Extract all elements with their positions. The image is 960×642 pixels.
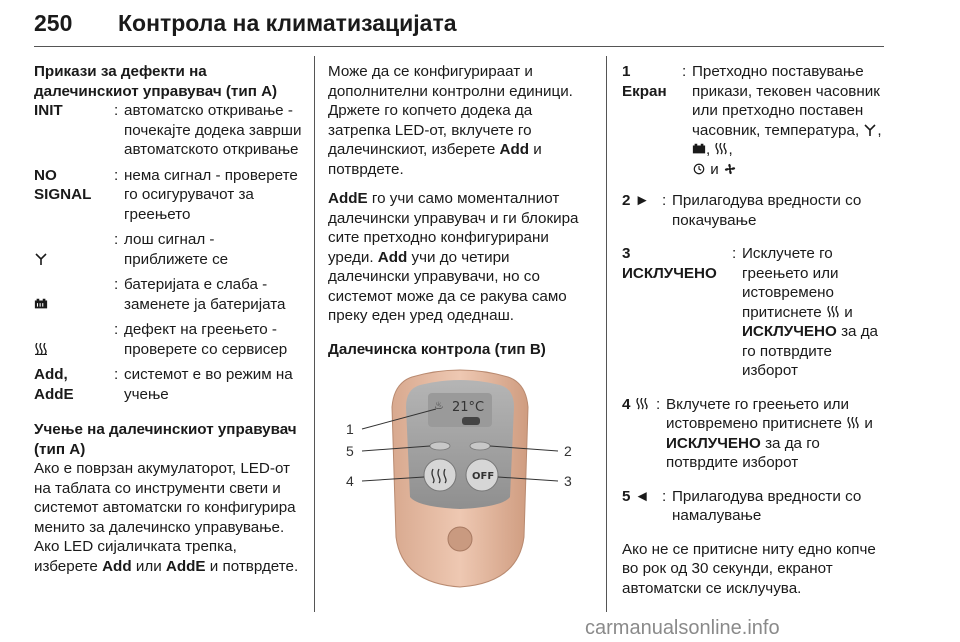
left-arrow-button[interactable] [430,442,450,450]
display-temp: 21°C [452,400,485,415]
config-paragraph: Може да се конфигурираат и дополнителни контролни единици. Држете го копчето додека да затрепка LED-от, вклучете го далечинскиот, изберете Add и потврдете. [328,63,573,178]
section-heading-faults: Прикази за дефекти на далечинскиот управувач (тип A) [34,63,278,100]
definition: нема сигнал - проверете го осигурувачот за греењето [124,166,298,223]
section-heading-learning: Учење на далечинскиот управувач (тип A) [34,421,297,458]
def-row-init: INIT : автоматско откривање - почекајте додека заврши автоматското откривање [34,102,302,158]
page-header [34,10,884,44]
adde-paragraph: AddE го учи само моменталниот далечински управувач и ги блокира сите претходно конфигурирани уреди. Add учи до четири далечински управувачи, но со системот може да се ракува само преку еден уред одеднаш. [328,190,579,324]
remote-control-figure [332,367,590,589]
battery-icon [692,143,706,155]
def-row-display: 1 Екран : Претходно поставување прикази, тековен часовник или претходно поставен часовник, температура, , , , и [622,62,888,179]
svg-text:OFF: OFF [472,471,495,482]
heat-button[interactable] [424,459,456,491]
svg-text:♨: ♨ [434,399,444,412]
def-row-down: 5 ◄ : Прилагодува вредности со намалување [622,487,888,526]
definition: Претходно поставување прикази, тековен часовник или претходно поставен часовник, температура, , , , и [692,63,882,178]
column-divider-2 [606,56,607,612]
page-number: 250 [34,10,73,36]
callout-5: 5 [346,443,354,459]
definition: Исклучете го греењето или истовремено притиснете и ИСКЛУЧЕНО за да го потврдите изборот [742,245,879,379]
def-row-bad-signal: : лош сигнал - приближете се [34,230,302,269]
column-divider-1 [314,56,315,612]
callout-1: 1 [346,421,354,437]
heater-icon [846,417,860,429]
def-row-battery: : батеријата е слаба - заменете ја батеријата [34,275,302,314]
term: 3 ИСКЛУЧЕНО [622,245,717,282]
def-row-no-signal: NO SIGNAL : нема сигнал - проверете го осигурувачот за греењето [34,166,302,225]
battery-icon [34,298,48,310]
antenna-icon [34,253,48,265]
term: NO SIGNAL [34,166,92,203]
def-row-heat: 4 : Вклучете го греењето или истовремено притиснете и ИСКЛУЧЕНО за да го потврдите изборот [622,395,888,473]
definition: батеријата е слаба - заменете ја батеријата [124,276,286,313]
term: INIT [34,102,63,119]
page-title: Контрола на климатизацијата [118,10,457,36]
section-heading-type-b: Далечинска контрола (тип B) [328,340,546,358]
callout-2: 2 [564,443,572,459]
callout-4: 4 [346,473,354,489]
column-1 [34,62,302,586]
term: Add, AddE [34,366,74,403]
definition: дефект на греењето - проверете со сервисер [124,321,288,358]
heater-icon [635,398,649,410]
callout-3: 3 [564,473,572,489]
antenna-icon [863,124,877,136]
remote-control-illustration [332,367,590,589]
fan-icon [723,163,737,175]
term: 5 ◄ [622,487,650,505]
column-2 [328,62,592,589]
def-row-off: 3 ИСКЛУЧЕНО : Исклучете го греењето или истовремено притиснете и ИСКЛУЧЕНО за да го потврдите изборот [622,244,888,381]
learning-paragraph: Ако е поврзан акумулаторот, LED-от на таблата со инструменти свети и системот автоматски го конфигурира менито за далечинско управување. Ако LED сијаличката трепка, изберете Add или AddE и потврдете. [34,460,299,575]
definition: Вклучете го греењето или истовремено притиснете и ИСКЛУЧЕНО за да го потврдите изборот [666,395,873,471]
column-3 [622,62,888,608]
right-arrow-button[interactable] [470,442,490,450]
heater-icon [34,343,48,355]
def-row-up: 2 ► : Прилагодува вредности со покачување [622,191,888,230]
heater-icon [714,143,728,155]
def-row-add: Add, AddE : системот е во режим на учење [34,365,302,404]
definition: автоматско откривање - почекајте додека заврши автоматското откривање [124,102,302,158]
definition: лош сигнал - приближете се [124,231,229,268]
timeout-paragraph: Ако не се притисне ниту едно копче во рок од 30 секунди, екранот автоматски се исклучува. [622,540,876,597]
heater-icon [826,306,840,318]
term: 2 ► [622,192,650,209]
term: 1 Екран [622,63,667,100]
definition: системот е во режим на учење [124,366,293,403]
clock-icon [692,163,706,175]
definition: Прилагодува вредности со намалување [672,487,862,524]
definition: Прилагодува вредности со покачување [672,192,862,229]
header-rule [34,46,884,47]
watermark: carmanualsonline.info [585,617,780,639]
def-row-heater: : дефект на греењето - проверете со сервисер [34,320,302,359]
